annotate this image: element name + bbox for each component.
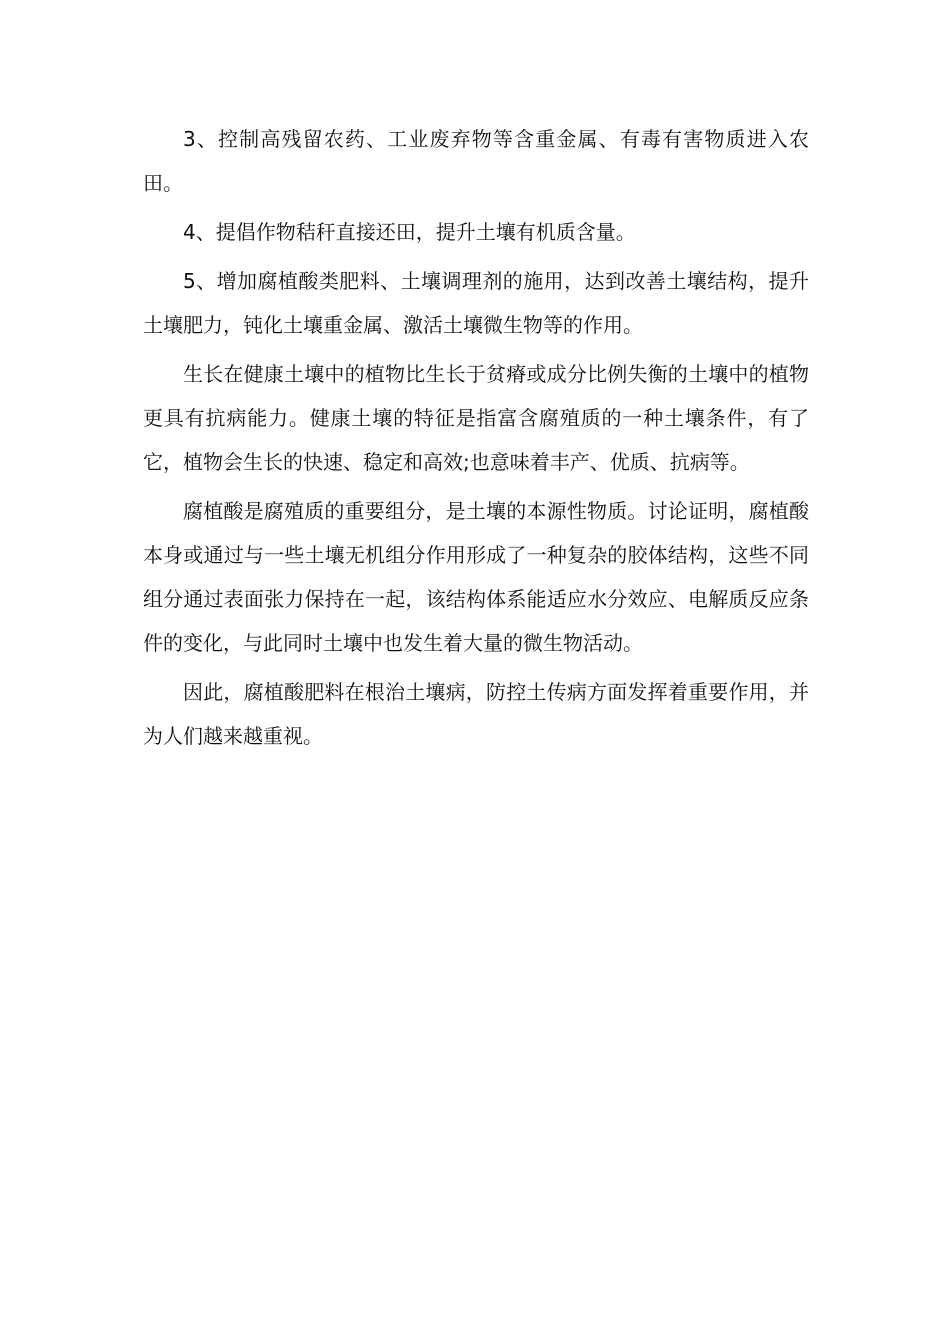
document-body bbox=[143, 117, 809, 763]
paragraph-item-3: 3、控制高残留农药、工业废弃物等含重金属、有毒有害物质进入农田。 bbox=[143, 127, 809, 195]
paragraph-conclusion: 因此，腐植酸肥料在根治土壤病，防控土传病方面发挥着重要作用，并为人们越来越重视。 bbox=[143, 680, 809, 748]
paragraph-healthy-soil: 生长在健康土壤中的植物比生长于贫瘠或成分比例失衡的土壤中的植物更具有抗病能力。健康土壤的特征是指富含腐殖质的一种土壤条件，有了它，植物会生长的快速、稳定和高效;也意味着丰产、优质、抗病等。 bbox=[143, 362, 809, 474]
paragraph-item-4: 4、提倡作物秸秆直接还田，提升土壤有机质含量。 bbox=[183, 220, 636, 244]
paragraph-item-5: 5、增加腐植酸类肥料、土壤调理剂的施用，达到改善土壤结构，提升土壤肥力，钝化土壤重金属、激活土壤微生物等的作用。 bbox=[143, 269, 809, 337]
paragraph-humic-acid: 腐植酸是腐殖质的重要组分，是土壤的本源性物质。讨论证明，腐植酸本身或通过与一些土壤无机组分作用形成了一种复杂的胶体结构，这些不同组分通过表面张力保持在一起，该结构体系能适应水分效应、电解质反应条件的变化，与此同时土壤中也发生着大量的微生物活动。 bbox=[143, 499, 809, 655]
